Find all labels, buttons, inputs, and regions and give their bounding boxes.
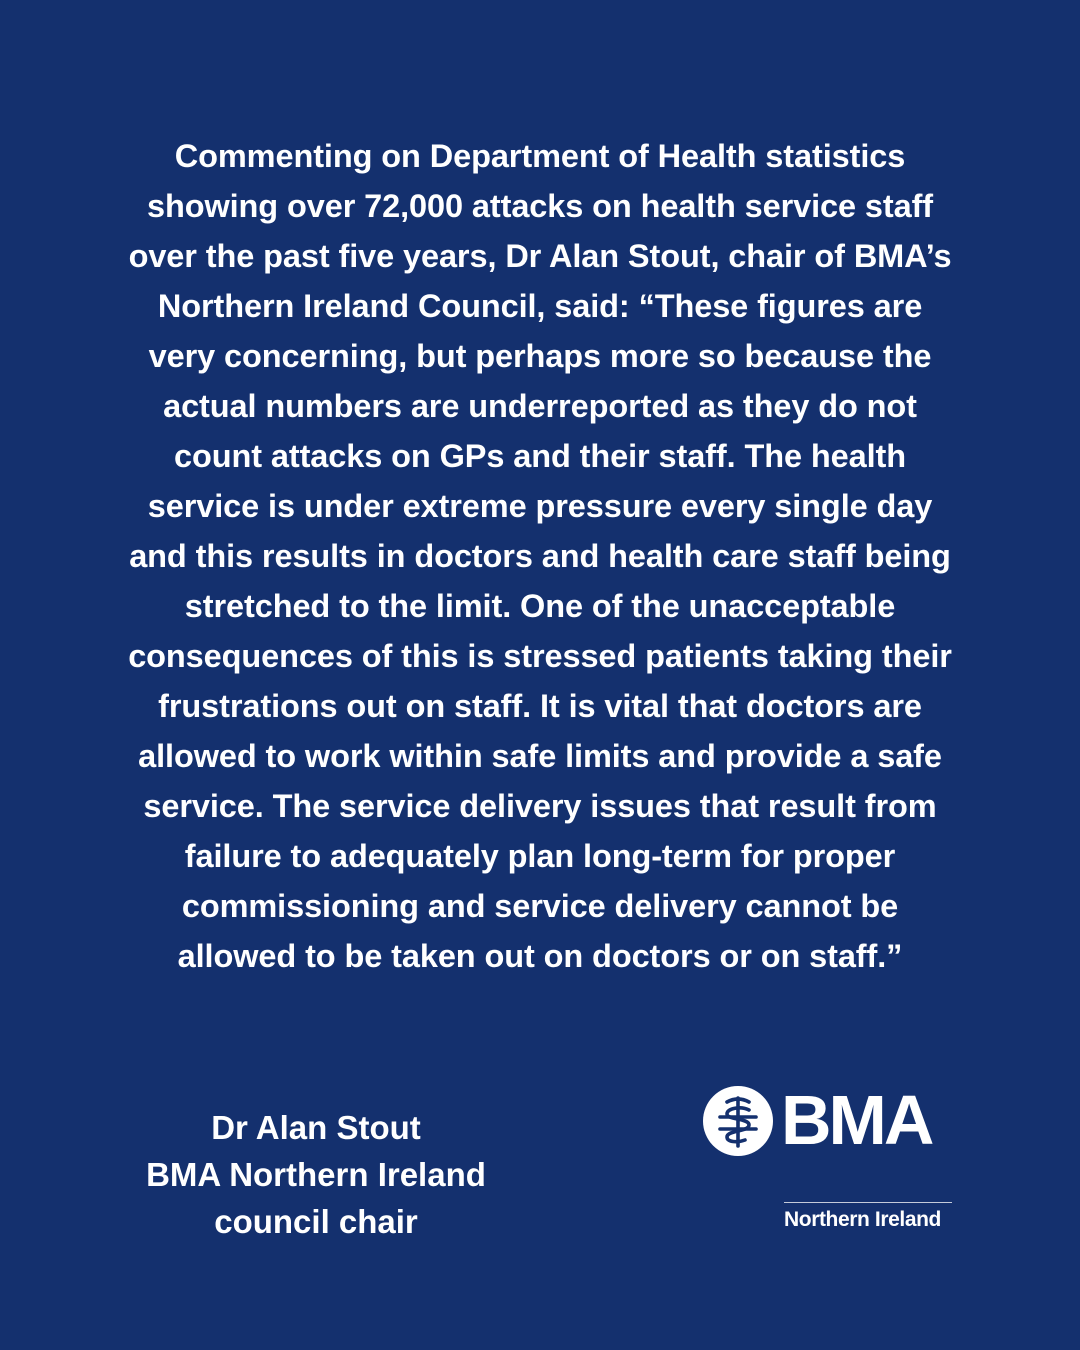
attribution-role: council chair	[214, 1203, 418, 1240]
quote-line: and this results in doctors and health care staff being	[129, 538, 951, 574]
quote-line: showing over 72,000 attacks on health service staff	[146, 188, 934, 224]
logo-region-label: Northern Ireland	[784, 1208, 941, 1231]
quote-line: allowed to work within safe limits and provide a safe	[138, 738, 942, 774]
logo-divider	[784, 1202, 952, 1203]
quote-line: Northern Ireland Council, said: “These figures are	[157, 288, 923, 324]
attribution	[116, 1104, 516, 1245]
quote-line: very concerning, but perhaps more so because the	[148, 338, 932, 374]
quote-line: count attacks on GPs and their staff. The health	[174, 438, 906, 474]
quote-line: consequences of this is stressed patients taking their	[128, 638, 952, 674]
quote-line: service is under extreme pressure every single day	[147, 488, 933, 524]
quote-line: service. The service delivery issues that result from	[143, 788, 937, 824]
bma-caduceus-icon	[703, 1086, 773, 1156]
quote-line: failure to adequately plan long-term for proper	[184, 838, 896, 874]
quote-line: frustrations out on staff. It is vital that doctors are	[158, 688, 922, 724]
quote-line: commissioning and service delivery cannot be	[181, 888, 899, 924]
quote-line: actual numbers are underreported as they do not	[163, 388, 917, 424]
quote-line: allowed to be taken out on doctors or on staff.”	[177, 938, 903, 974]
bma-logo	[703, 1081, 953, 1236]
quote-line: stretched to the limit. One of the unacceptable	[184, 588, 896, 624]
attribution-name: Dr Alan Stout	[211, 1109, 421, 1146]
bma-wordmark: BMA	[781, 1081, 932, 1159]
quote-line: over the past five years, Dr Alan Stout, chair of BMA’s	[128, 238, 952, 274]
attribution-organisation: BMA Northern Ireland	[146, 1156, 486, 1193]
quote-line: Commenting on Department of Health statistics	[174, 138, 906, 174]
quote-text	[100, 131, 980, 981]
